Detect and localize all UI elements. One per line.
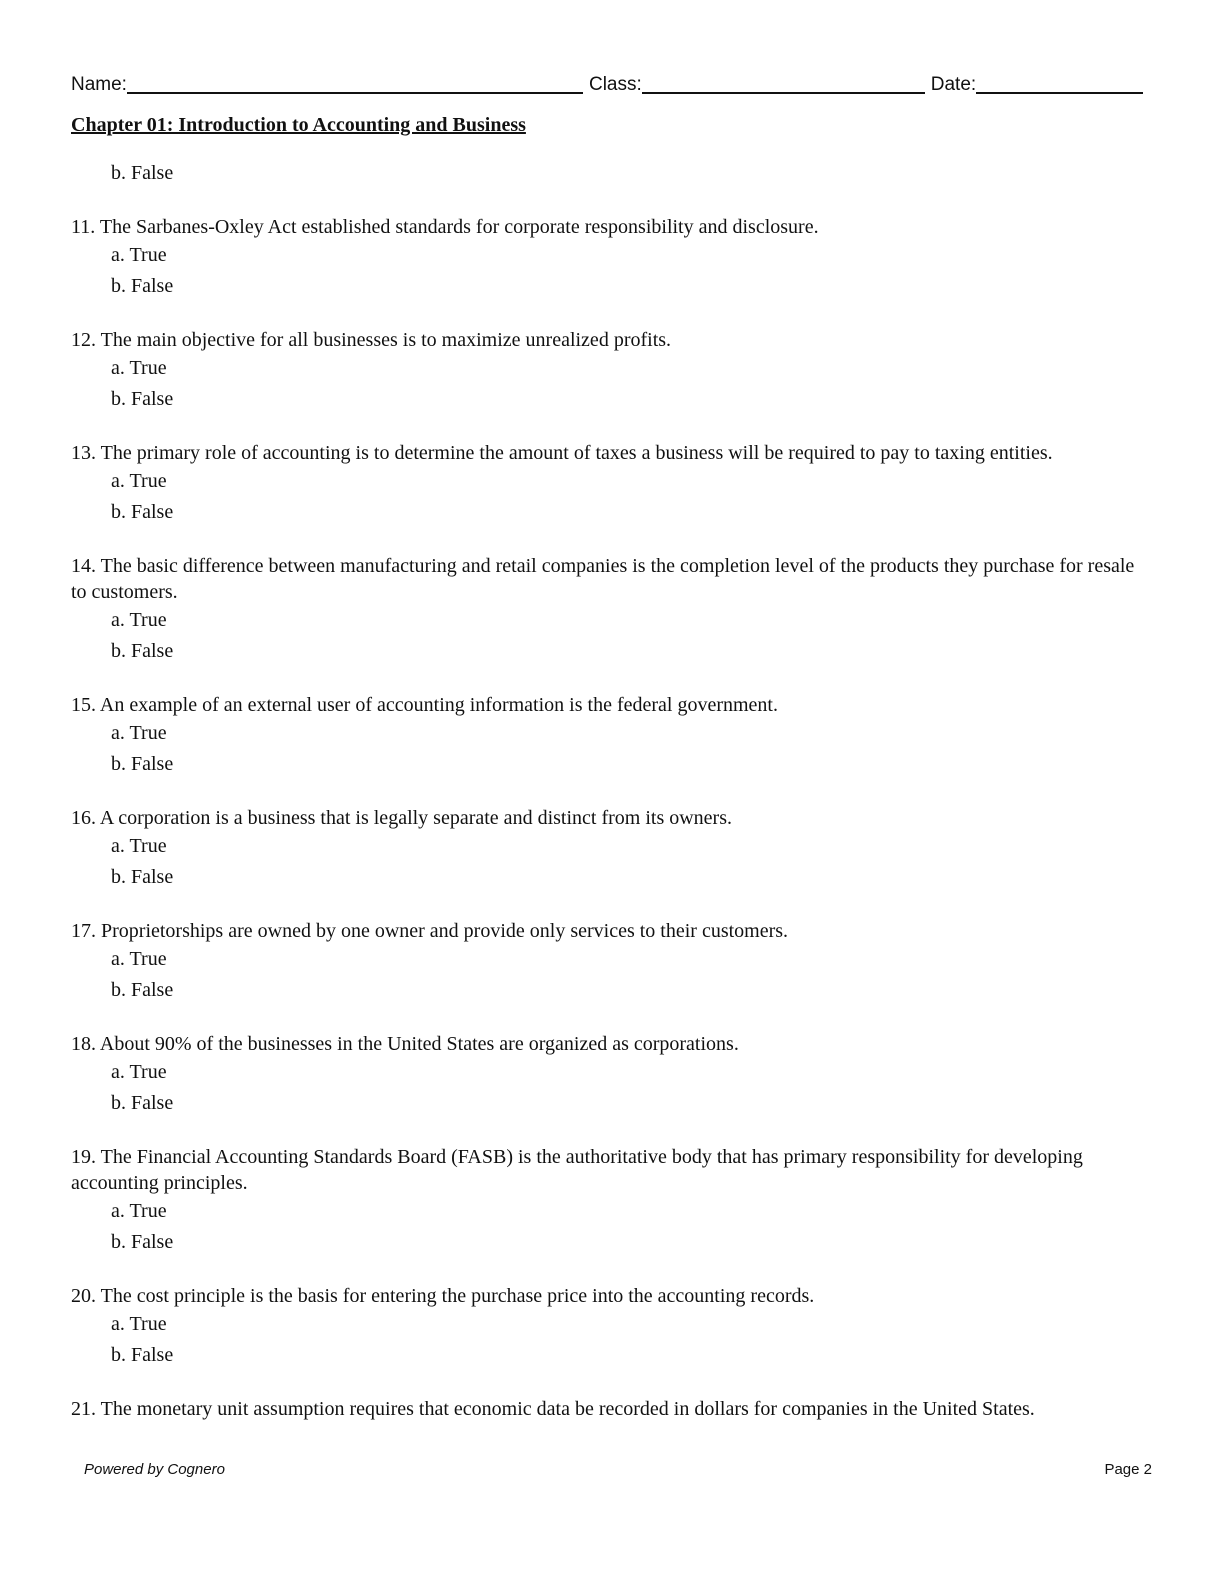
option-b: b. False: [111, 979, 174, 1001]
powered-by-footer: Powered by Cognero: [84, 1461, 225, 1478]
question-16: [71, 805, 1151, 890]
chapter-title: Chapter 01: Introduction to Accounting and Business: [71, 114, 526, 136]
question-text: 12. The main objective for all businesses is to maximize unrealized profits.: [71, 329, 672, 351]
question-11: [71, 214, 1151, 299]
option-b: b. False: [111, 275, 174, 297]
option-b: b. False: [111, 1344, 174, 1366]
question-12: [71, 327, 1151, 412]
option-a: a. True: [111, 357, 167, 379]
class-label: Class:: [588, 74, 642, 95]
question-text: 13. The primary role of accounting is to determine the amount of taxes a business will be required to pay to taxing entities.: [71, 442, 1053, 464]
question-list: [71, 160, 1151, 1422]
question-17: [71, 918, 1151, 1003]
question-text: 11. The Sarbanes-Oxley Act established standards for corporate responsibility and disclosure.: [71, 216, 819, 238]
option-b: b. False: [111, 501, 174, 523]
option-a: a. True: [111, 470, 167, 492]
question-text: 19. The Financial Accounting Standards Board (FASB) is the authoritative body that has primary responsibility for developing accounting principles.: [71, 1146, 1083, 1194]
question-text: 14. The basic difference between manufacturing and retail companies is the completion level of the products they purchase for resale to customers.: [71, 555, 1135, 603]
option-b: b. False: [111, 1092, 174, 1114]
question-text: 16. A corporation is a business that is legally separate and distinct from its owners.: [71, 807, 732, 829]
question-18: [71, 1031, 1151, 1116]
question-14: [71, 553, 1151, 664]
option-b: b. False: [111, 388, 174, 410]
page-number: Page 2: [1104, 1461, 1152, 1478]
option-b: b. False: [111, 1231, 174, 1253]
option-b: b. False: [111, 640, 174, 662]
option-a: a. True: [111, 1313, 167, 1335]
date-label: Date:: [930, 74, 977, 95]
question-text: 20. The cost principle is the basis for entering the purchase price into the accounting records.: [71, 1285, 815, 1307]
question-21: [71, 1396, 1151, 1422]
question-13: [71, 440, 1151, 525]
option-a: a. True: [111, 1061, 167, 1083]
question-20: [71, 1283, 1151, 1368]
continued-option-b: b. False: [111, 162, 174, 184]
option-a: a. True: [111, 722, 167, 744]
date-blank-line: [976, 70, 1143, 94]
question-15: [71, 692, 1151, 777]
option-a: a. True: [111, 835, 167, 857]
question-text: 17. Proprietorships are owned by one owner and provide only services to their customers.: [71, 920, 789, 942]
header-fields: [71, 70, 1143, 96]
name-label: Name:: [71, 74, 127, 95]
question-text: 18. About 90% of the businesses in the United States are organized as corporations.: [71, 1033, 739, 1055]
option-b: b. False: [111, 753, 174, 775]
class-blank-line: [642, 70, 925, 94]
name-blank-line: [127, 70, 583, 94]
option-a: a. True: [111, 1200, 167, 1222]
option-a: a. True: [111, 948, 167, 970]
option-a: a. True: [111, 244, 167, 266]
question-text: 21. The monetary unit assumption requires that economic data be recorded in dollars for companies in the United States.: [71, 1398, 1035, 1420]
question-19: [71, 1144, 1151, 1255]
question-text: 15. An example of an external user of accounting information is the federal government.: [71, 694, 778, 716]
option-a: a. True: [111, 609, 167, 631]
option-b: b. False: [111, 866, 174, 888]
